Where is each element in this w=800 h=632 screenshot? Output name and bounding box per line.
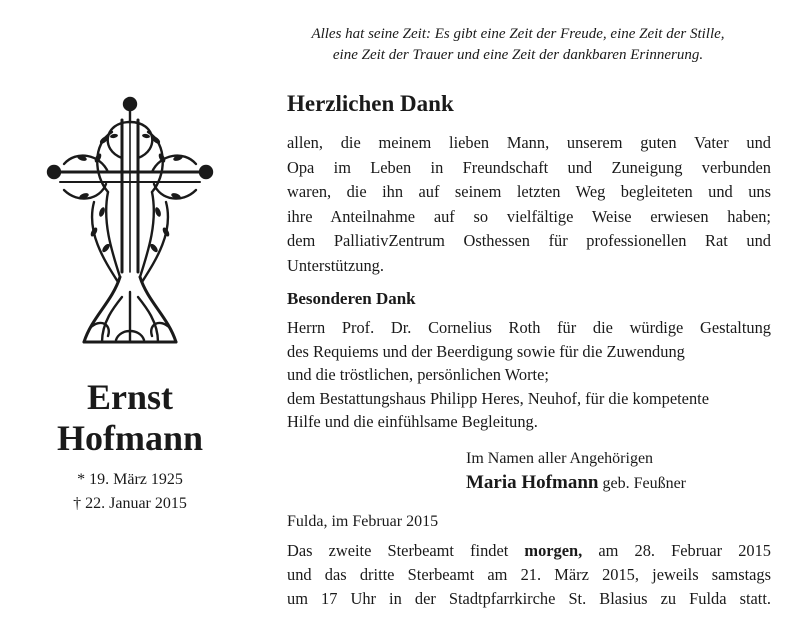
- announcement-line-2: und das dritte Sterbeamt am 21. März 2015, jeweils samstags: [287, 565, 771, 584]
- thanks-heading: Herzlichen Dank: [287, 91, 454, 116]
- special-thanks-line: und die tröstlichen, persönlichen Worte;: [287, 365, 549, 384]
- announcement-paragraph: [287, 539, 771, 611]
- deceased-last-name: Hofmann: [56, 418, 204, 458]
- special-thanks-paragraph: [287, 316, 771, 434]
- signature-block: [466, 447, 686, 496]
- thanks-paragraph: [287, 131, 771, 279]
- special-thanks-line: dem Bestattungshaus Philipp Heres, Neuhof, für die kompetente: [287, 388, 709, 408]
- special-thanks-line: Herrn Prof. Dr. Cornelius Roth für die würdige Gestaltung: [287, 318, 771, 337]
- signature-intro: Im Namen aller Angehörigen: [466, 450, 654, 467]
- signature-maiden-name: geb. Feußner: [602, 475, 686, 492]
- announcement-line-3: um 17 Uhr in der Stadtpfarrkirche St. Blasius zu Fulda statt.: [287, 589, 771, 608]
- thanks-line: Unterstützung.: [287, 255, 384, 275]
- thanks-line: ihre Anteilnahme auf so vielfältige Weise erwiesen haben;: [287, 206, 771, 226]
- birth-date: * 19. März 1925: [77, 471, 183, 488]
- announcement-text: Das zweite Sterbeamt findet: [287, 541, 525, 560]
- special-thanks-heading: Besonderen Dank: [287, 289, 416, 308]
- special-thanks-line: des Requiems und der Beerdigung sowie für die Zuwendung: [287, 341, 685, 361]
- announcement-text: am 28. Februar 2015: [582, 541, 771, 560]
- place-date: Fulda, im Februar 2015: [287, 513, 439, 530]
- thanks-line: Opa im Leben in Freundschaft und Zuneigung verbunden: [287, 157, 771, 177]
- motto-line-2: eine Zeit der Trauer und eine Zeit der dankbaren Erinnerung.: [332, 47, 704, 63]
- ornamental-cross-icon: [42, 92, 222, 362]
- motto-line-1: Alles hat seine Zeit: Es gibt eine Zeit der Freude, eine Zeit der Stille,: [311, 26, 725, 42]
- signature-line: [466, 471, 686, 496]
- thanks-line: waren, die ihn auf seinem letzten Weg begleiteten und uns: [287, 182, 771, 202]
- motto-quote: [268, 24, 768, 66]
- deceased-first-name: Ernst: [86, 377, 173, 417]
- announcement-highlight: morgen,: [524, 541, 583, 560]
- life-dates: [30, 468, 230, 516]
- special-thanks-line: Hilfe und die einfühlsame Begleitung.: [287, 412, 538, 431]
- announcement-line-1: [287, 539, 771, 563]
- thanks-line: allen, die meinem lieben Mann, unserem guten Vater und: [287, 133, 771, 152]
- signature-name: Maria Hofmann: [466, 472, 599, 493]
- thanks-line: dem PalliativZentrum Osthessen für professionellen Rat und: [287, 231, 771, 251]
- death-date: † 22. Januar 2015: [73, 495, 187, 512]
